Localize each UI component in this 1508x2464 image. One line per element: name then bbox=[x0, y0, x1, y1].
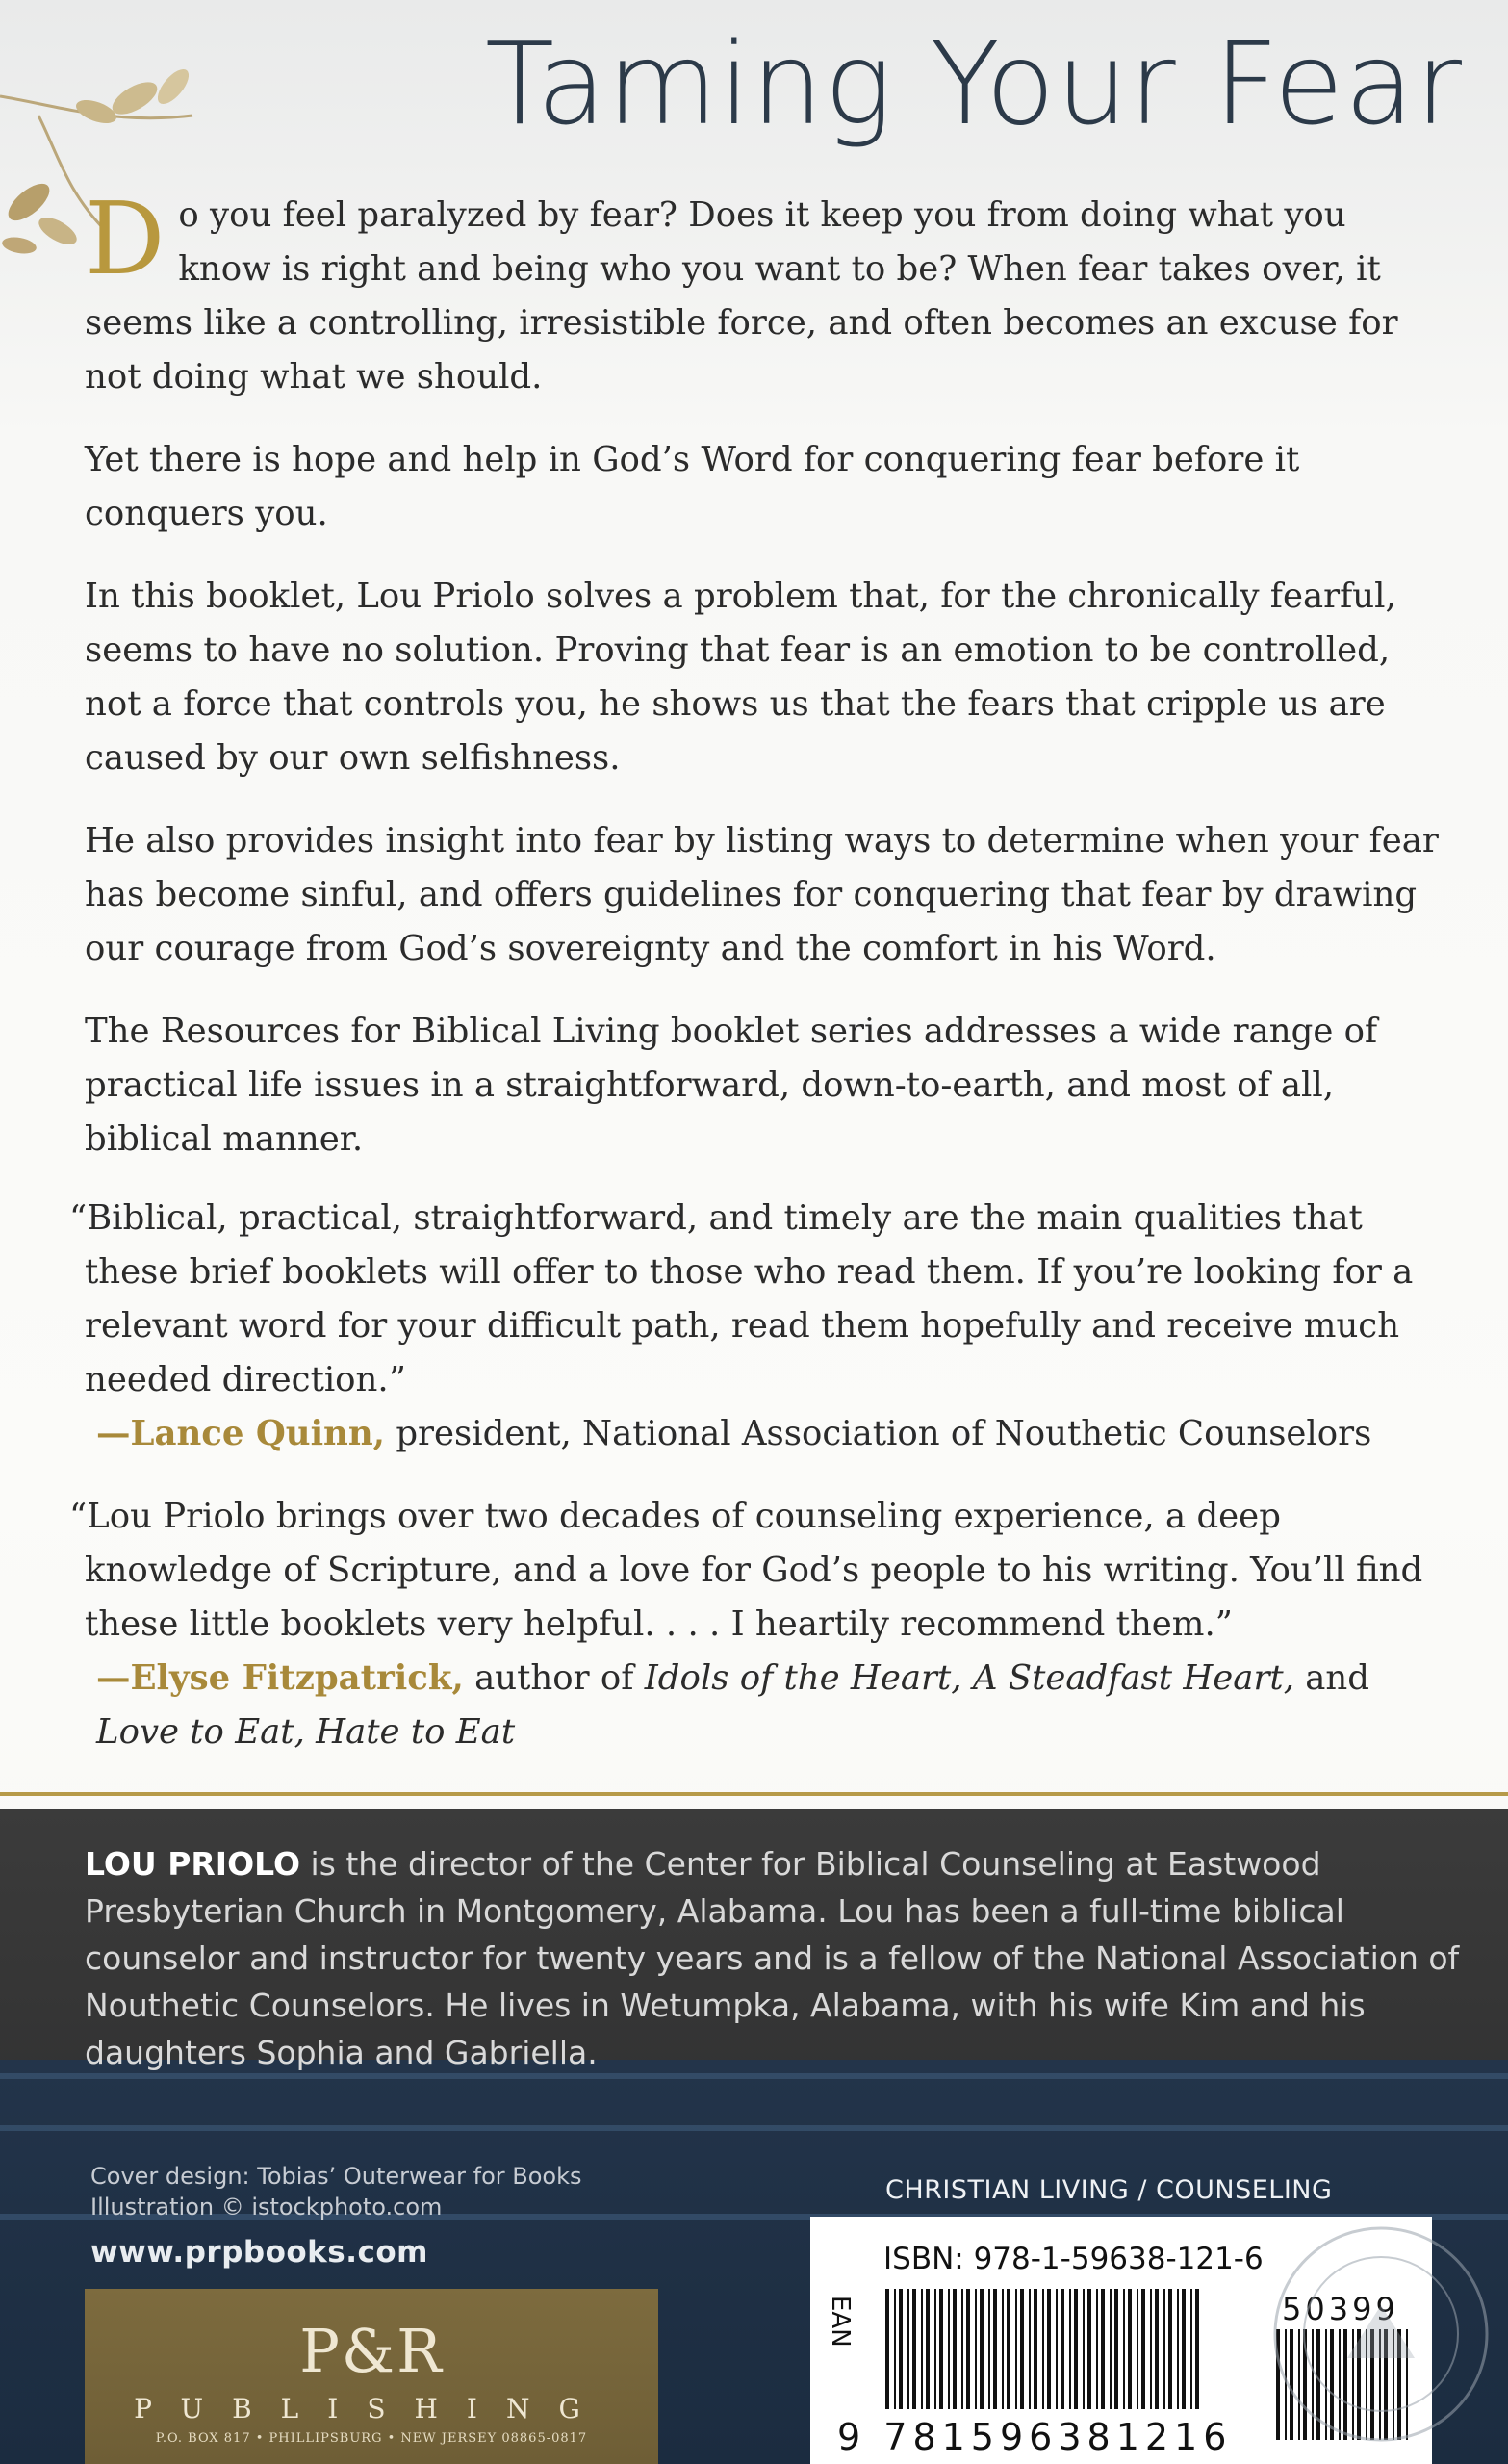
quote-attribution: —Elyse Fitzpatrick, author of Idols of the Heart, A Steadfast Heart, and Love to Eat, Hate to Eat bbox=[96, 1658, 1370, 1752]
barcode-digits: 9 781596381216 bbox=[837, 2416, 1233, 2458]
barcode-bar bbox=[1020, 2289, 1024, 2409]
paragraph-2: Yet there is hope and help in God’s Word for conquering fear before it conquers you. bbox=[85, 440, 1300, 533]
publisher-logo bbox=[85, 2289, 658, 2464]
barcode-bar bbox=[1110, 2289, 1112, 2409]
paragraph-1: Do you feel paralyzed by fear? Does it keep you from doing what you know is right and being who you want to be? When fear takes over, it seems like a controlling, irresistible force, and often becomes an excuse for not doing what we should. bbox=[85, 180, 1398, 397]
barcode-bar bbox=[1074, 2289, 1078, 2409]
barcode-bar bbox=[1096, 2289, 1098, 2409]
barcode-bar bbox=[1056, 2289, 1058, 2409]
isbn: ISBN: 978-1-59638-121-6 bbox=[883, 2242, 1264, 2276]
barcode-bar bbox=[1150, 2289, 1152, 2409]
barcode-bar bbox=[907, 2289, 909, 2409]
publisher-website[interactable]: www.prpbooks.com bbox=[90, 2235, 428, 2270]
ean-label: EAN bbox=[826, 2296, 855, 2348]
description bbox=[85, 180, 1442, 1195]
watermark-seal-icon bbox=[1261, 2214, 1501, 2454]
paragraph-5: The Resources for Biblical Living booklet series addresses a wide range of practical life issues in a straightforward, down-to-earth, and most of all, biblical manner. bbox=[85, 1012, 1378, 1159]
cover-credits: Cover design: Tobias’ Outerwear for Books Illustration © istockphoto.com bbox=[90, 2163, 582, 2220]
barcode-bar bbox=[1002, 2289, 1004, 2409]
barcode-bar bbox=[1087, 2289, 1091, 2409]
barcode-bar bbox=[1114, 2289, 1118, 2409]
barcode-bar bbox=[1123, 2289, 1125, 2409]
barcode-bar bbox=[1047, 2289, 1051, 2409]
barcode-bar bbox=[1195, 2289, 1199, 2409]
barcode-bar bbox=[1168, 2289, 1172, 2409]
barcode-bar bbox=[1155, 2289, 1159, 2409]
quote-attribution: —Lance Quinn, president, National Association of Nouthetic Counselors bbox=[96, 1414, 1372, 1453]
barcode-bar bbox=[980, 2289, 984, 2409]
drop-cap: D bbox=[85, 180, 166, 297]
addon-digits: 50399 bbox=[1282, 2291, 1399, 2327]
endorsement-quinn bbox=[69, 1192, 1445, 1461]
endorsements bbox=[69, 1192, 1445, 1788]
barcode-bar bbox=[921, 2289, 923, 2409]
barcode-bar bbox=[993, 2289, 997, 2409]
barcode-bar bbox=[926, 2289, 930, 2409]
barcode-bar bbox=[1029, 2289, 1031, 2409]
author-bio: LOU PRIOLO is the director of the Center for Biblical Counseling at Eastwood Presbyterian Church in Montgomery, Alabama. Lou has been a full-time biblical counselor and instructor for twenty years and is a fellow of the National Association of Nouthetic Counselors. He lives in Wetumpka, Alabama, with his wife Kim and his daughters Sophia and Gabriella. bbox=[85, 1845, 1460, 2071]
barcode-bar bbox=[899, 2289, 903, 2409]
barcode-bar bbox=[1190, 2289, 1192, 2409]
barcode-bar bbox=[1007, 2289, 1010, 2409]
publisher-address: P.O. BOX 817 • PHILLIPSBURG • NEW JERSEY 08865-0817 bbox=[155, 2431, 588, 2446]
barcode-bar bbox=[934, 2289, 936, 2409]
barcode-bar bbox=[1128, 2289, 1132, 2409]
barcode-bar bbox=[961, 2289, 963, 2409]
barcode-bar bbox=[1034, 2289, 1037, 2409]
barcode-bar bbox=[1137, 2289, 1138, 2409]
barcode-bar bbox=[975, 2289, 977, 2409]
barcode-bar bbox=[1069, 2289, 1071, 2409]
publisher-mark: P&R bbox=[299, 2316, 444, 2386]
quote-text: “Biblical, practical, straightforward, and timely are the main qualities that these brief booklets will offer to those who read them. If you’re looking for a relevant word for your difficult path, read them hopefully and receive much needed direction.” bbox=[69, 1198, 1414, 1399]
book-title: Taming Your Fear bbox=[485, 17, 1463, 150]
barcode-bar bbox=[1015, 2289, 1017, 2409]
endorsement-fitzpatrick bbox=[69, 1490, 1445, 1759]
barcode-bar bbox=[988, 2289, 990, 2409]
barcode-bar bbox=[1163, 2289, 1165, 2409]
barcode-bar bbox=[1083, 2289, 1085, 2409]
barcode-bar bbox=[1042, 2289, 1044, 2409]
quote-text: “Lou Priolo brings over two decades of counseling experience, a deep knowledge of Scripture, and a love for God’s people to his writing. You’ll find these little booklets very helpful. . . . I heartily recommend them.” bbox=[69, 1497, 1423, 1644]
barcode-bar bbox=[953, 2289, 957, 2409]
barcode-bar bbox=[1141, 2289, 1145, 2409]
barcode-bar bbox=[1101, 2289, 1105, 2409]
paragraph-4: He also provides insight into fear by listing ways to determine when your fear has become sinful, and offers guidelines for conquering that fear by drawing our courage from God’s sovereignty and the comfort in his Word. bbox=[85, 821, 1439, 968]
barcode-bar bbox=[939, 2289, 943, 2409]
paragraph-3: In this booklet, Lou Priolo solves a problem that, for the chronically fearful, seems to have no solution. Proving that fear is an emotion to be controlled, not a force that controls you, he shows us that the fears that cripple us are caused by our own selfishness. bbox=[85, 577, 1396, 778]
barcode-bar bbox=[966, 2289, 970, 2409]
barcode-bar bbox=[948, 2289, 950, 2409]
barcode-bar bbox=[1182, 2289, 1186, 2409]
publisher-word: PUBLISHING bbox=[134, 2393, 609, 2425]
barcode-bars bbox=[885, 2289, 1213, 2414]
barcode-bar bbox=[912, 2289, 916, 2409]
barcode-bar bbox=[1061, 2289, 1064, 2409]
gold-divider bbox=[0, 1792, 1508, 1796]
category-label: CHRISTIAN LIVING / COUNSELING bbox=[885, 2175, 1333, 2205]
barcode-bar bbox=[885, 2289, 889, 2409]
barcode-bar bbox=[1177, 2289, 1179, 2409]
barcode-bar bbox=[894, 2289, 896, 2409]
